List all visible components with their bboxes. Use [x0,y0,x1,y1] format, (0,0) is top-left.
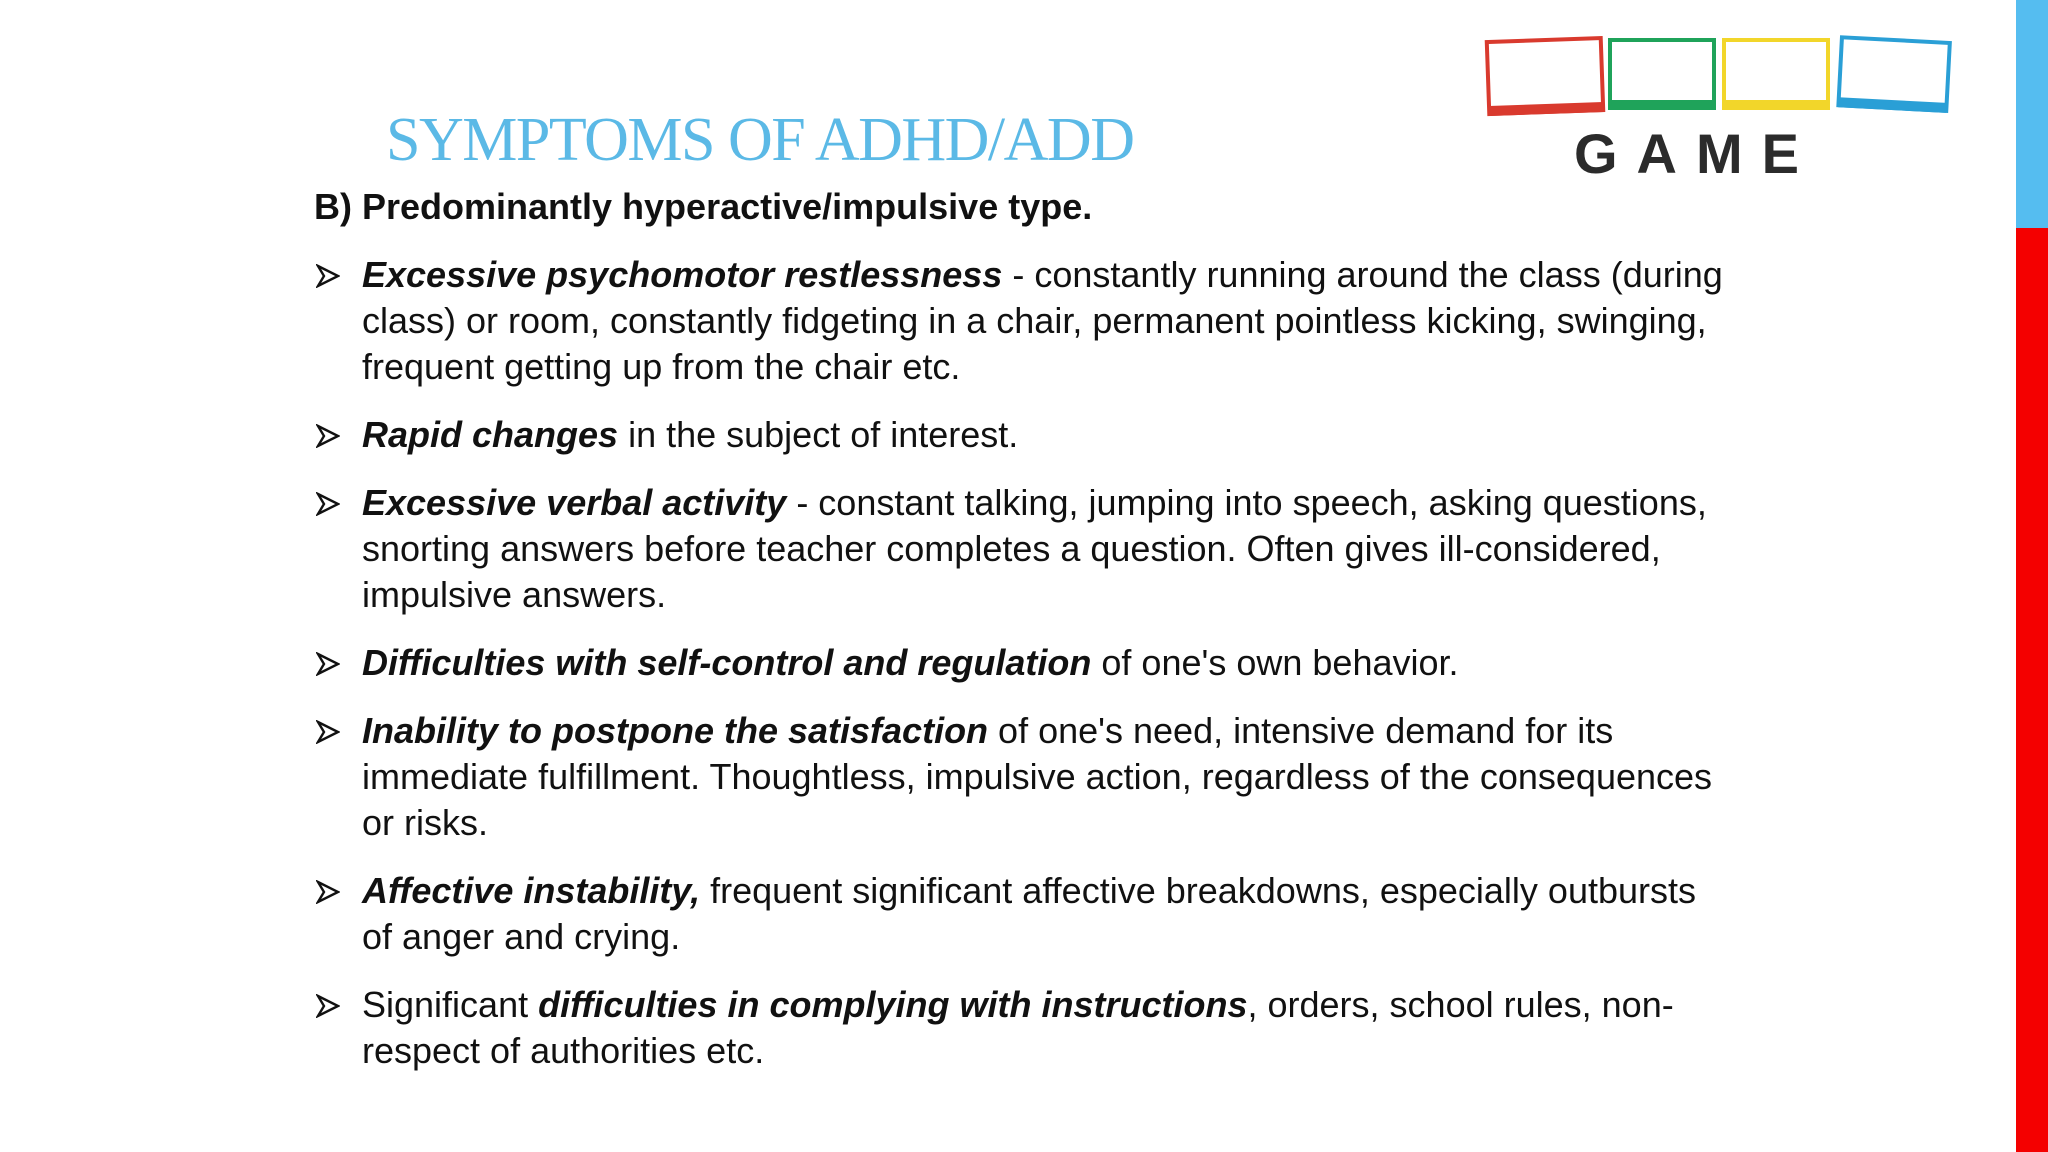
bullet-list [314,252,1734,1074]
side-accent-bar-blue [2016,0,2048,228]
section-subtitle: B) Predominantly hyperactive/impulsive type. [314,186,1093,227]
bullet-item [314,252,1734,390]
bullet-item [314,640,1734,686]
bullet-item [314,982,1734,1074]
arrowhead-bullet-icon [314,640,346,686]
logo-frames-icon [1484,34,1958,124]
bullet-item [314,412,1734,458]
bullet-emphasis: Excessive verbal activity [362,482,787,523]
bullet-item [314,708,1734,846]
arrowhead-bullet-icon [314,480,346,526]
bullet-emphasis: Inability to postpone the satisfaction [362,710,989,751]
arrowhead-bullet-icon [314,708,346,754]
bullet-text-after: frequent significant affective breakdowns, especially outbursts of anger and crying. [362,870,1696,957]
bullet-text-after: - constantly running around the class (during class) or room, constantly fidgeting in a chair, permanent pointless kicking, swinging, frequent getting up from the chair etc. [362,254,1723,387]
bullet-text-before: Significant [362,984,539,1025]
bullet-emphasis: difficulties in complying with instructions [538,984,1248,1025]
bullet-item [314,480,1734,618]
bullet-item [314,868,1734,960]
bullet-emphasis: Rapid changes [362,414,619,455]
arrowhead-bullet-icon [314,868,346,914]
bullet-emphasis: Excessive psychomotor restlessness [362,254,1003,295]
bullet-text-after: of one's own behavior. [1091,642,1459,683]
bullet-text-after: of one's need, intensive demand for its immediate fulfillment. Thoughtless, impulsive action, regardless of the consequences or risks. [362,710,1713,843]
slide-body [314,184,1734,1074]
bullet-text-after: - constant talking, jumping into speech, asking questions, snorting answers before teacher completes a question. Often gives ill-considered, impulsive answers. [362,482,1707,615]
bullet-text-after: in the subject of interest. [618,414,1019,455]
bullet-text-after: , orders, school rules, non-respect of authorities etc. [362,984,1674,1071]
arrowhead-bullet-icon [314,412,346,458]
slide-title: SYMPTOMS OF ADHD/ADD [386,106,1134,174]
arrowhead-bullet-icon [314,982,346,1028]
logo-text: GAME [1574,122,1818,185]
arrowhead-bullet-icon [314,252,346,298]
bullet-emphasis: Difficulties with self-control and regulation [362,642,1092,683]
side-accent-bar-red [2016,228,2048,1152]
bullet-emphasis: Affective instability, [362,870,701,911]
game-logo [1484,34,1958,185]
